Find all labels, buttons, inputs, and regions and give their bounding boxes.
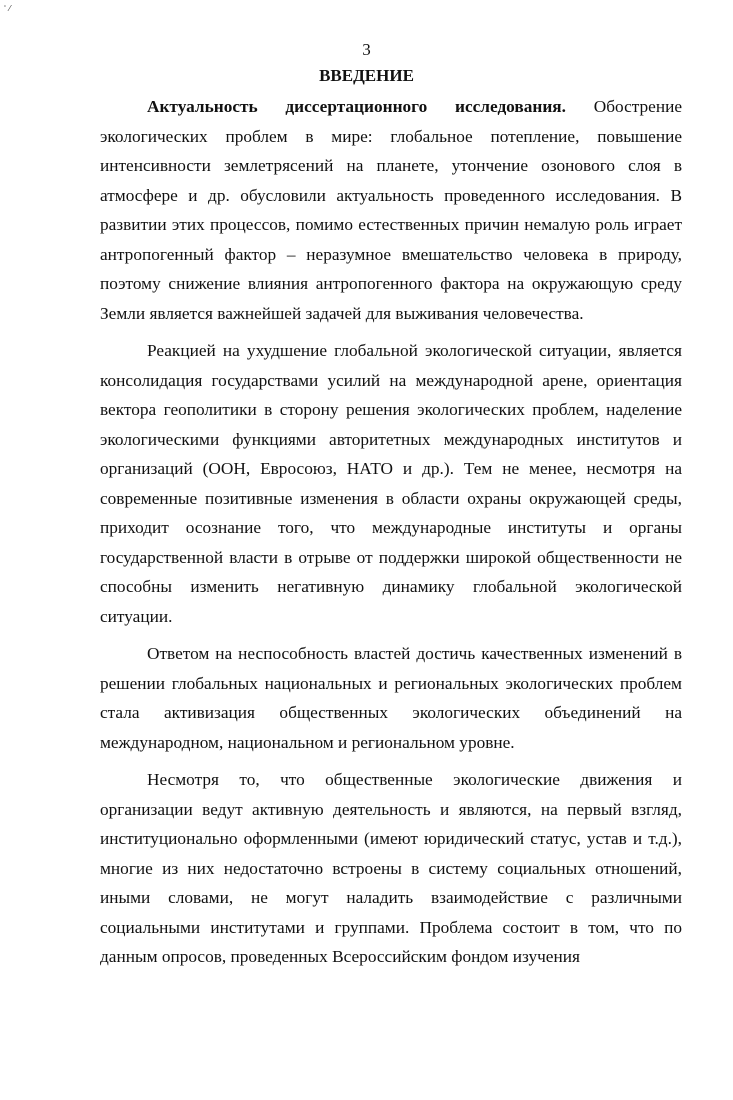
document-body [100,92,682,972]
paragraph-lead: Актуальность диссертационного исследования. [147,97,566,116]
page-number: 3 [362,40,371,59]
page-heading: ВВЕДЕНИЕ [319,66,414,85]
paragraph-response: Ответом на неспособность властей достичь качественных изменений в решении глобальных национальных и региональных экологических проблем стала активизация общественных экологических объединений на международном, национальном и региональном уровне. [100,644,682,752]
paragraph-text: Обострение экологических проблем в мире: глобальное потепление, повышение интенсивности землетрясений на планете, утончение озонового слоя в атмосфере и др. обусловили актуальность проведенного исследования. В развитии этих процессов, помимо естественных причин немалую роль играет антропогенный фактор – неразумное вмешательство человека в природу, поэтому снижение влияния антропогенного фактора на окружающую среду Земли является важнейшей задачей для выживания человечества. [100,97,683,323]
paragraph-despite: Несмотря то, что общественные экологические движения и организации ведут активную деятельность и являются, на первый взгляд, институционально оформленными (имеют юридический статус, устав и т.д.), многие из них недостаточно встроены в систему социальных отношений, иными словами, не могут наладить взаимодействие с различными социальными институтами и группами. Проблема состоит в том, что по данным опросов, проведенных Всероссийским фондом изучения [100,770,682,966]
paragraph-relevance [100,92,682,328]
scan-artifact-mark: ʿ ⁄ [4,4,11,13]
paragraph-reaction: Реакцией на ухудшение глобальной экологической ситуации, является консолидация государствами усилий на международной арене, ориентация вектора геополитики в сторону решения экологических проблем, наделение экологическими функциями авторитетных международных институтов и организаций (ООН, Евросоюз, НАТО и др.). Тем не менее, несмотря на современные позитивные изменения в области охраны окружающей среды, приходит осознание того, что международные институты и органы государственной власти в отрыве от поддержки широкой общественности не способны изменить негативную динамику глобальной экологической ситуации. [100,341,682,626]
